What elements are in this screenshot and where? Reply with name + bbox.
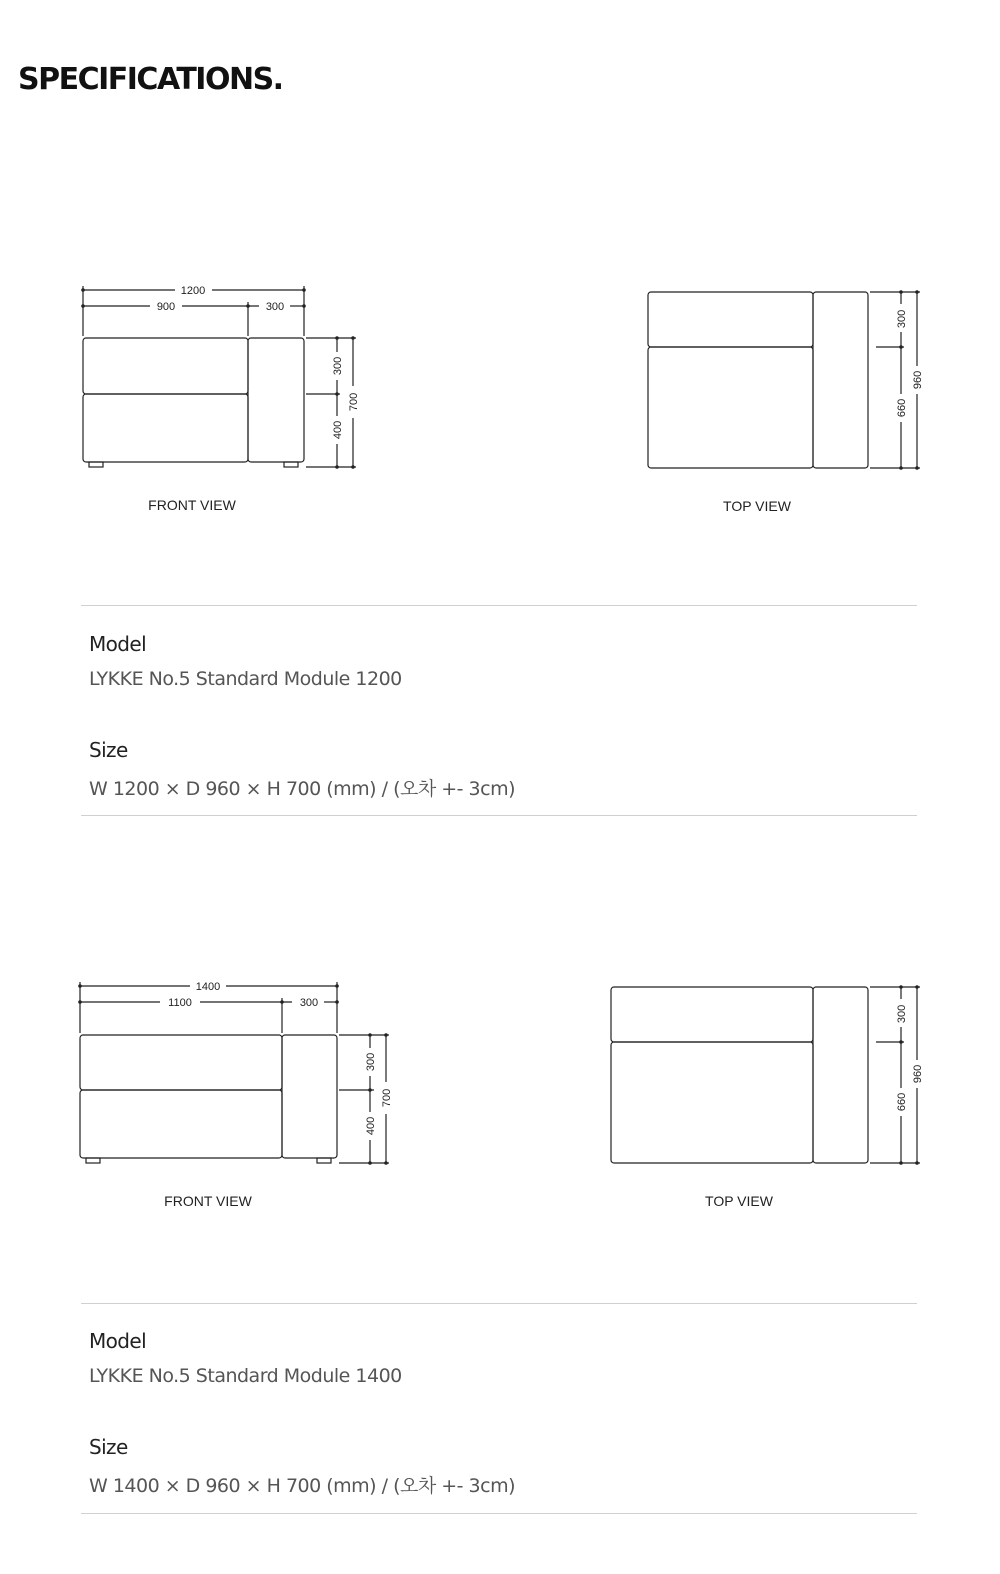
- top-view-label: TOP VIEW: [723, 498, 791, 514]
- front-arm-width: 300: [299, 997, 319, 1009]
- spec-divider-top: [81, 1303, 917, 1304]
- top-seat-depth: 660: [896, 398, 908, 418]
- top-sofa-outline: [611, 987, 868, 1163]
- top-back-depth: 300: [896, 1004, 908, 1024]
- spec-divider-bottom: [81, 815, 917, 816]
- front-total-height: 700: [381, 1088, 393, 1108]
- top-sofa-outline: [648, 292, 868, 468]
- front-seat-height: 400: [332, 420, 344, 440]
- front-seat-width: 900: [156, 301, 176, 313]
- top-view-drawing-1200: [0, 280, 1000, 520]
- top-seat-depth: 660: [896, 1092, 908, 1112]
- top-back-depth: 300: [896, 309, 908, 329]
- front-arm-width: 300: [265, 301, 285, 313]
- top-view-drawing-1400: [0, 975, 1000, 1215]
- size-label: Size: [89, 1435, 128, 1459]
- front-total-width: 1400: [195, 981, 221, 993]
- size-label: Size: [89, 738, 128, 762]
- front-seat-width: 1100: [168, 997, 192, 1009]
- model-value: LYKKE No.5 Standard Module 1200: [89, 668, 402, 690]
- size-value: W 1400 × D 960 × H 700 (mm) / (오차 +- 3cm): [89, 1475, 515, 1497]
- model-label: Model: [89, 632, 147, 656]
- front-total-height: 700: [348, 392, 360, 412]
- top-total-depth: 960: [912, 1064, 924, 1084]
- front-total-width: 1200: [180, 285, 206, 297]
- model-value: LYKKE No.5 Standard Module 1400: [89, 1365, 402, 1387]
- top-total-depth: 960: [912, 370, 924, 390]
- front-back-height: 300: [365, 1052, 377, 1072]
- model-label: Model: [89, 1329, 147, 1353]
- front-seat-height: 400: [365, 1116, 377, 1136]
- page-title: SPECIFICATIONS.: [18, 62, 283, 97]
- front-back-height: 300: [332, 356, 344, 376]
- spec-divider-bottom: [81, 1513, 917, 1514]
- spec-divider-top: [81, 605, 917, 606]
- front-view-label: FRONT VIEW: [164, 1193, 252, 1209]
- front-view-label: FRONT VIEW: [148, 497, 236, 513]
- top-view-label: TOP VIEW: [705, 1193, 773, 1209]
- size-value: W 1200 × D 960 × H 700 (mm) / (오차 +- 3cm): [89, 778, 515, 800]
